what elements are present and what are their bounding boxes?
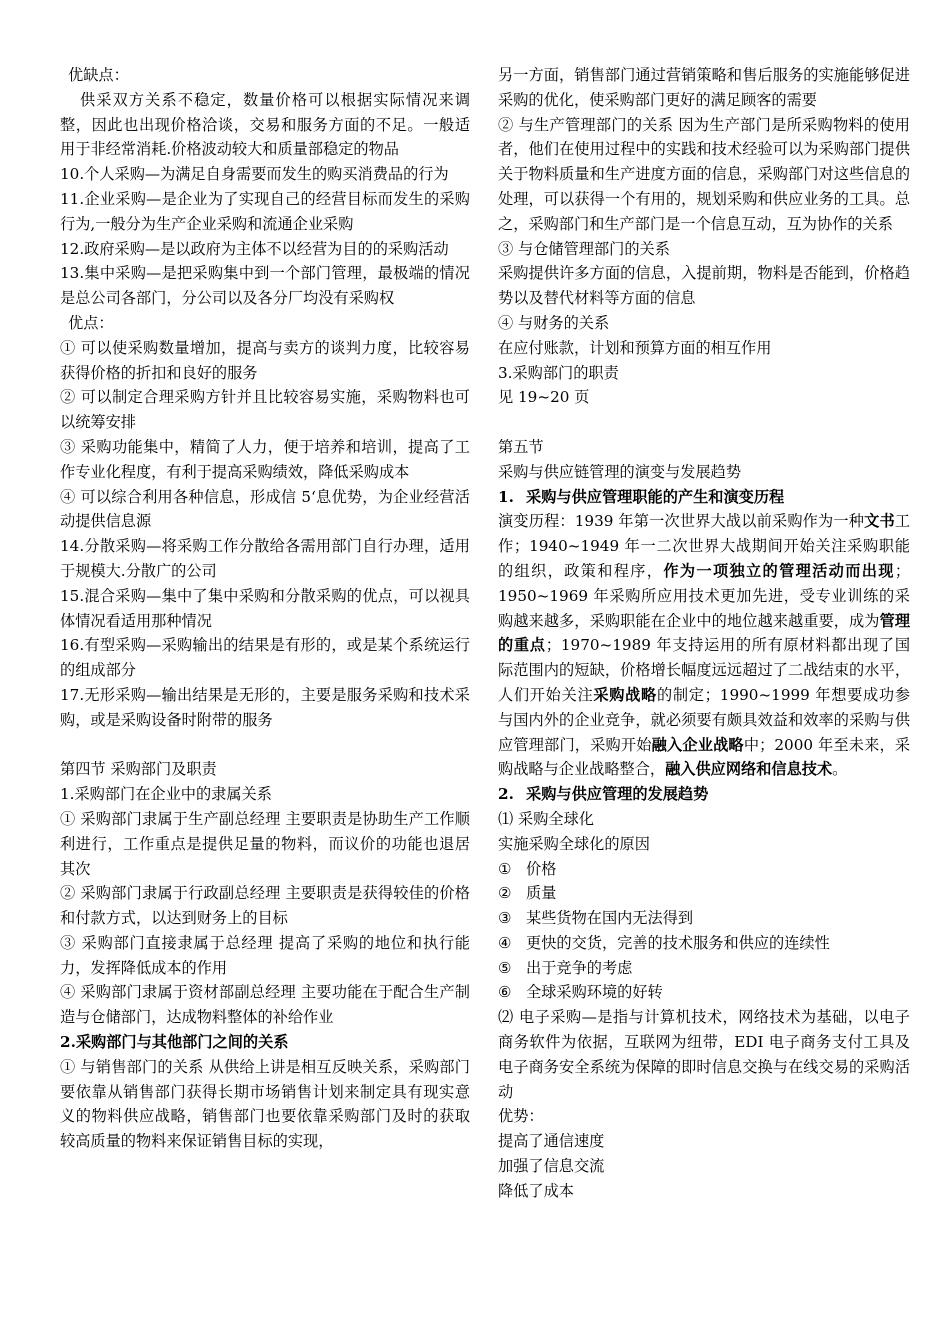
list-item: ④ 与财务的关系: [498, 313, 610, 332]
list-item: ④ 采购部门隶属于资材部副总经理 主要功能在于配合生产制造与仓储部门，达成物料整体的补给作业: [60, 983, 470, 1027]
paragraph: 见 19~20 页: [498, 388, 590, 407]
bold-run: 采购战略: [593, 685, 657, 704]
list-item: ⑴ 采购全球化: [498, 809, 594, 828]
reason-item: [498, 857, 910, 882]
paragraph: 供采双方关系不稳定，数量价格可以根据实际情况来调整，因此也出现价格洽谈，交易和服务方面的不足。一般适用于非经常消耗.价格波动较大和质量部稳定的物品: [60, 90, 470, 159]
subheading: 1.采购部门在企业中的隶属关系: [60, 785, 272, 804]
paragraph: 采购提供许多方面的信息，入提前期，物料是否能到，价格趋势以及替代材料等方面的信息: [498, 264, 910, 308]
reason-item: [498, 980, 910, 1005]
reason-text: 全球采购环境的好转: [526, 983, 663, 1002]
paragraph: 加强了信息交流: [498, 1157, 605, 1176]
paragraph: 实施采购全球化的原因: [498, 834, 650, 853]
paragraph: 12.政府采购—是以政府为主体不以经营为目的的采购活动: [60, 239, 449, 258]
paragraph: 17.无形采购—输出结果是无形的，主要是服务采购和技术采购，或是采购设备时附带的服务: [60, 685, 470, 729]
list-item: ① 可以使采购数量增加，提高与卖方的谈判力度，比较容易获得价格的折扣和良好的服务: [60, 338, 470, 382]
list-item: ② 采购部门隶属于行政副总经理 主要职责是获得较佳的价格和付款方式，以达到财务上的目标: [60, 884, 470, 928]
reason-item: [498, 906, 910, 931]
text-run: 的制定；1990~1999 年想要成功参与国内外的企业竞争，就必须要有颇具效益和效率的采购与供应管理部门，采购开始: [498, 685, 911, 754]
list-item: ④ 可以综合利用各种信息，形成信 5‘息优势，为企业经营活动提供信息源: [60, 487, 470, 531]
paragraph: 提高了通信速度: [498, 1132, 605, 1151]
left-column: [60, 63, 470, 1154]
paragraph: 10.个人采购—为满足自身需要而发生的购买消费品的行为: [60, 165, 449, 184]
paragraph: 优势：: [498, 1107, 544, 1126]
bold-run: 融入企业战略: [651, 735, 744, 754]
bold-run: 融入供应网络和信息技术: [665, 760, 833, 779]
paragraph: 优点：: [68, 313, 114, 332]
paragraph: 14.分散采购—将采购工作分散给各需用部门自行办理，适用于规模大.分散广的公司: [60, 537, 470, 580]
reason-number: ⑥: [498, 983, 512, 1002]
heading-bold: [498, 485, 910, 510]
list-item: ② 可以制定合理采购方针并且比较容易实施，采购物料也可以统筹安排: [60, 388, 470, 432]
paragraph: 16.有型采购—采购输出的结果是有形的，或是某个系统运行的组成部分: [60, 636, 470, 680]
subheading-bold: 2.采购部门与其他部门之间的关系: [60, 1033, 289, 1052]
text-run: 。: [832, 760, 848, 779]
reason-item: [498, 956, 910, 981]
list-item: ⑵ 电子采购—是指与计算机技术，网络技术为基础，以电子商务软件为依据，互联网为纽带，EDI 电子商务支付工具及电子商务安全系统为保障的即时信息交换与在线交易的采购活动: [498, 1008, 910, 1101]
evolution-paragraph: [498, 509, 910, 782]
reason-item: [498, 931, 910, 956]
bold-run: 作为一项独立的管理活动而出现: [663, 561, 895, 580]
subheading: 3.采购部门的职责: [498, 363, 619, 382]
heading-text: 采购与供应管理职能的产生和演变历程: [526, 487, 785, 506]
paragraph: 15.混合采购—集中了集中采购和分散采购的优点，可以视具体情况看适用那种情况: [60, 586, 470, 630]
bold-run: 文书: [864, 512, 895, 531]
list-item: ③ 采购功能集中，精简了人力，便于培养和培训，提高了工作专业化程度，有利于提高采购绩效，降低采购成本: [60, 437, 470, 481]
reason-number: ①: [498, 859, 512, 878]
reason-text: 价格: [526, 859, 557, 878]
text-run: ；1950~1969 年采购所应用技术更加先进，受专业训练的采购越来越多，采购职能在企业中的地位越来越重要，成为: [498, 561, 911, 630]
blank-line: [60, 733, 470, 758]
paragraph: 降低了成本: [498, 1181, 574, 1200]
reason-text: 质量: [526, 884, 557, 903]
reason-text: 更快的交货，完善的技术服务和供应的连续性: [526, 933, 830, 952]
section-heading: 第四节 采购部门及职责: [60, 760, 217, 779]
paragraph: 13.集中采购—是把采购集中到一个部门管理，最极端的情况是总公司各部门，分公司以及各分厂均没有采购权: [60, 264, 470, 308]
text-run: 工作；1940~1949 年一二次世界大战期间开始关注采购职能的组织，政策和程序，: [498, 512, 911, 580]
reason-text: 出于竞争的考虑: [526, 958, 633, 977]
reason-number: ②: [498, 884, 512, 903]
paragraph: 11.企业采购—是企业为了实现自己的经营目标而发生的采购行为,一般分为生产企业采购和流通企业采购: [60, 189, 470, 233]
heading-number: 2.: [498, 785, 514, 804]
list-item: ③ 与仓储管理部门的关系: [498, 239, 670, 258]
blank-line: [498, 410, 910, 435]
list-item: ① 采购部门隶属于生产副总经理 主要职责是协助生产工作顺利进行，工作重点是提供足量的物料，而议价的功能也退居其次: [60, 809, 470, 878]
bold-run: 管理的重点: [498, 611, 911, 655]
paragraph: 在应付账款，计划和预算方面的相互作用: [498, 338, 772, 357]
paragraph: 优缺点：: [68, 66, 129, 84]
section-heading: 第五节: [498, 437, 544, 456]
list-item: ① 与销售部门的关系 从供给上讲是相互反映关系，采购部门要依靠从销售部门获得长期市场销售计划来制定具有现实意义的物料供应战略，销售部门也要依靠采购部门及时的获取较高质量的物料来保证销售目标的实现，: [60, 1057, 470, 1151]
heading-bold: [498, 782, 910, 807]
reason-number: ④: [498, 933, 512, 952]
text-run: ；1970~1989 年支持运用的所有原材料都出现了国际范围内的短缺，价格增长幅度远远超过了二战结束的水平，人们开始关注: [498, 636, 911, 704]
list-item: ② 与生产管理部门的关系 因为生产部门是所采购物料的使用者，他们在使用过程中的实践和技术经验可以为采购部门提供关于物料质量和生产进度方面的信息，采购部门对这些信息的处理，可以获得一个有用的，规划采购和供应业务的工具。总之，采购部门和生产部门是一个信息互动，互为协作的关系: [498, 115, 910, 233]
reason-text: 某些货物在国内无法得到: [526, 909, 694, 928]
heading-text: 采购与供应管理的发展趋势: [526, 785, 709, 804]
section-title: 采购与供应链管理的演变与发展趋势: [498, 462, 741, 481]
text-run: 中；2000 年至未来，采购战略与企业战略整合，: [498, 735, 911, 779]
heading-number: 1.: [498, 487, 514, 506]
paragraph: 另一方面，销售部门通过营销策略和售后服务的实施能够促进采购的优化，使采购部门更好的满足顾客的需要: [498, 66, 910, 109]
reason-number: ③: [498, 909, 512, 928]
reason-number: ⑤: [498, 958, 512, 977]
list-item: ③ 采购部门直接隶属于总经理 提高了采购的地位和执行能力，发挥降低成本的作用: [60, 933, 470, 977]
text-run: 演变历程：1939 年第一次世界大战以前采购作为一种: [498, 512, 865, 531]
right-column: [498, 63, 910, 1204]
reason-item: [498, 881, 910, 906]
